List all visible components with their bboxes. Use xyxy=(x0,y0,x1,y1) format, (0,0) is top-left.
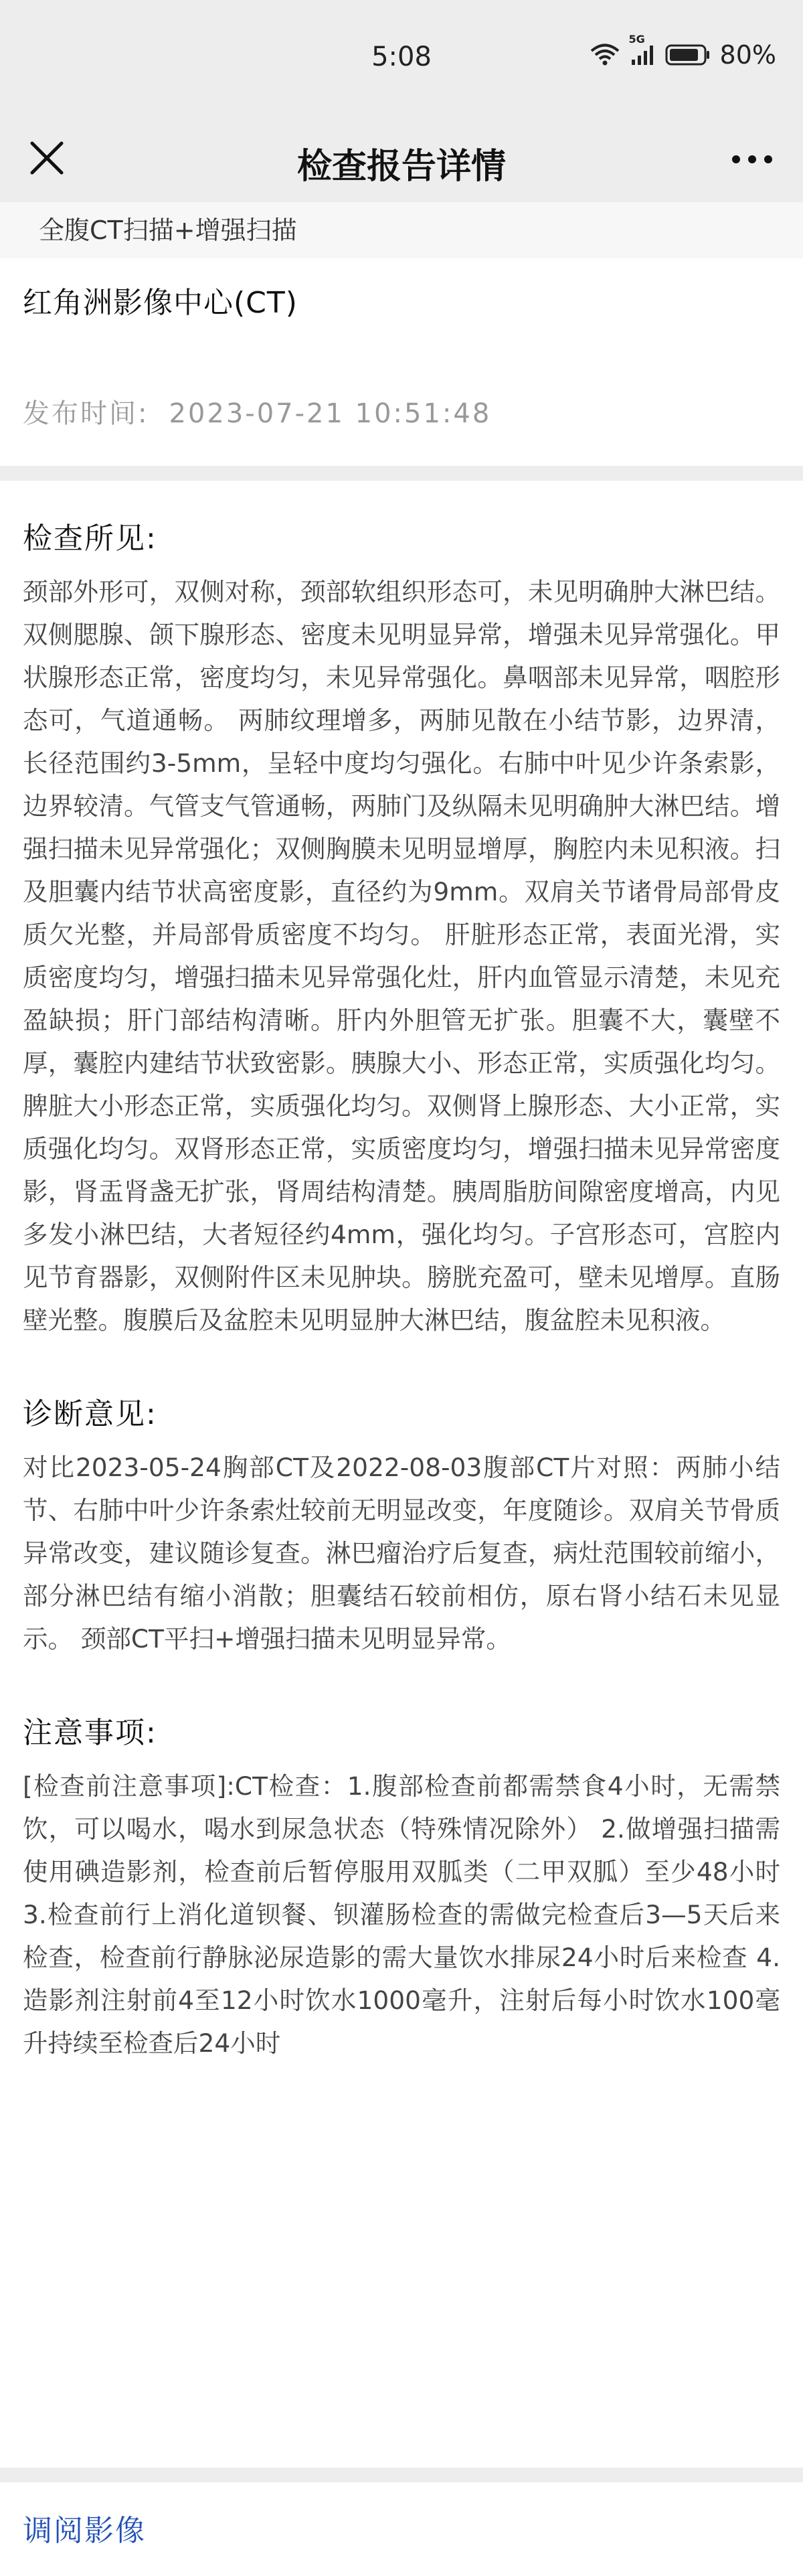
signal-icon xyxy=(628,33,656,66)
diagnosis-section xyxy=(23,1390,780,1660)
diagnosis-body: 对比2023-05-24胸部CT及2022-08-03腹部CT片对照：两肺小结节、右肺中叶少许条索灶较前无明显改变，年度随诊。双肩关节骨质异常改变，建议随诊复查。淋巴瘤治疗后复查，病灶范围较前缩小，部分淋巴结有缩小消散；胆囊结石较前相仿，原右肾小结石未见显示。 颈部CT平扫+增强扫描未见明显异常。 xyxy=(23,1453,780,1654)
diagnosis-title: 诊断意见: xyxy=(23,1397,157,1431)
publish-time: 2023-07-21 10:51:48 xyxy=(169,398,492,429)
publish-label: 发布时间: xyxy=(23,398,149,429)
notes-body: [检查前注意事项]:CT检查：1.腹部检查前都需禁食4小时，无需禁饮，可以喝水，喝水到尿急状态（特殊情况除外） 2.做增强扫描需使用碘造影剂，检查前后暂停服用双胍类（二甲双胍）至少48小时 3.检查前行上消化道钡餐、钡灌肠检查的需做完检查后3—5天后来检查，检查前行静脉泌尿造影的需大量饮水排尿24小时后来检查 4.造影剂注射前4至12小时饮水1000毫升，注射后每小时饮水100毫升持续至检查后24小时 xyxy=(23,1771,780,2058)
hospital-name: 红角洲影像中心(CT) xyxy=(23,286,298,320)
status-time: 5:08 xyxy=(371,42,432,72)
findings-title: 检查所见: xyxy=(23,521,157,556)
divider xyxy=(0,466,803,481)
network-label: 5G xyxy=(628,33,645,46)
more-icon[interactable] xyxy=(725,138,779,181)
battery-percent: 80% xyxy=(719,40,776,70)
view-images-link[interactable]: 调阅影像 xyxy=(23,2514,146,2548)
exam-name: 全腹CT扫描+增强扫描 xyxy=(0,202,803,258)
status-bar xyxy=(0,0,803,114)
findings-body: 颈部外形可，双侧对称，颈部软组织形态可，未见明确肿大淋巴结。双侧腮腺、颌下腺形态、密度未见明显异常，增强未见异常强化。甲状腺形态正常，密度均匀，未见异常强化。鼻咽部未见异常，咽腔形态可，气道通畅。 两肺纹理增多，两肺见散在小结节影，边界清，长径范围约3-5mm，呈轻中度均匀强化。右肺中叶见少许条索影，边界较清。气管支气管通畅，两肺门及纵隔未见明确肿大淋巴结。增强扫描未见异常强化；双侧胸膜未见明显增厚，胸腔内未见积液。扫及胆囊内结节状高密度影，直径约为9mm。双肩关节诸骨局部骨皮质欠光整，并局部骨质密度不均匀。 肝脏形态正常，表面光滑，实质密度均匀，增强扫描未见异常强化灶，肝内血管显示清楚，未见充盈缺损；肝门部结构清晰。肝内外胆管无扩张。胆囊不大，囊壁不厚，囊腔内建结节状致密影。胰腺大小、形态正常，实质强化均匀。脾脏大小形态正常，实质强化均匀。双侧肾上腺形态、大小正常，实质强化均匀。双肾形态正常，实质密度均匀，增强扫描未见异常密度影，肾盂肾盏无扩张，肾周结构清楚。胰周脂肪间隙密度增高，内见多发小淋巴结，大者短径约4mm，强化均匀。子宫形态可，宫腔内见节育器影，双侧附件区未见肿块。膀胱充盈可，壁未见增厚。直肠壁光整。腹膜后及盆腔未见明显肿大淋巴结，腹盆腔未见积液。 xyxy=(23,577,780,1335)
page-title: 检查报告详情 xyxy=(296,147,506,187)
findings-section xyxy=(23,514,780,1342)
status-icons xyxy=(590,33,776,70)
footer xyxy=(0,2482,803,2576)
divider xyxy=(0,2468,803,2482)
battery-icon xyxy=(665,44,711,66)
notes-title: 注意事项: xyxy=(23,1716,157,1750)
nav-bar xyxy=(0,114,803,202)
publish-row xyxy=(23,392,491,430)
hospital-card xyxy=(0,258,803,466)
notes-section xyxy=(23,1708,780,2065)
wifi-icon xyxy=(590,44,620,66)
report-content xyxy=(0,481,803,2468)
